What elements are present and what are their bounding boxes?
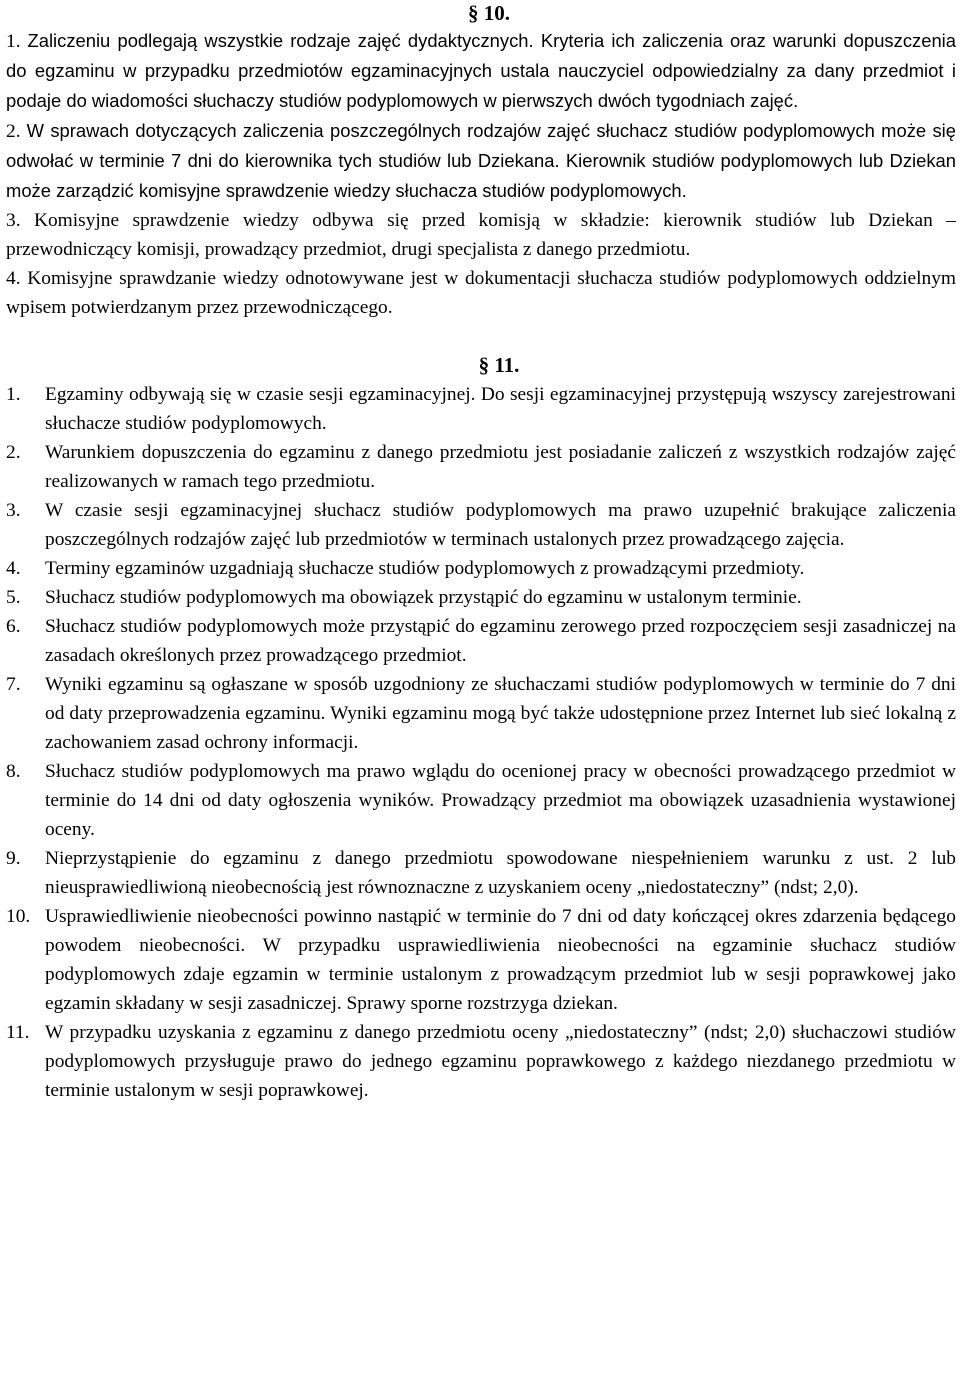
item-text: Słuchacz studiów podyplomowych ma prawo wglądu do ocenionej pracy w obecności prowadzącego przedmiot w terminie do 14 dni od daty ogłoszenia wyników. Prowadzący przedmiot ma obowiązek uzasadnienia wystawionej oceny. <box>45 761 956 840</box>
item-number: 5. <box>6 587 21 608</box>
section-11-item-1 <box>6 380 956 438</box>
section-10-item-4 <box>6 264 956 322</box>
item-text: Wyniki egzaminu są ogłaszane w sposób uzgodniony ze słuchaczami studiów podyplomowych w terminie do 7 dni od daty przeprowadzenia egzaminu. Wyniki egzaminu mogą być także udostępnione przez Internet lub sieć lokalną z zachowaniem zasad ochrony informacji. <box>45 674 956 753</box>
section-11-item-4 <box>6 554 956 583</box>
item-number: 4. <box>6 558 21 579</box>
section-11-item-5 <box>6 583 956 612</box>
section-11-item-8 <box>6 757 956 844</box>
item-text: Komisyjne sprawdzenie wiedzy odbywa się przed komisją w składzie: kierownik studiów lub Dziekan – przewodniczący komisji, prowadzący przedmiot, drugi specjalista z danego przedmiotu. <box>6 210 956 260</box>
section-11-item-2 <box>6 438 956 496</box>
item-text: Nieprzystąpienie do egzaminu z danego przedmiotu spowodowane niespełnieniem warunku z ust. 2 lub nieusprawiedliwioną nieobecnością jest równoznaczne z uzyskaniem oceny „niedostateczny” (ndst; 2,0). <box>45 848 956 898</box>
section-10-body <box>6 26 956 322</box>
item-number: 8. <box>6 761 21 782</box>
item-number: 7. <box>6 674 21 695</box>
item-number: 9. <box>6 848 21 869</box>
item-text: Terminy egzaminów uzgadniają słuchacze studiów podyplomowych z prowadzącymi przedmioty. <box>45 558 805 579</box>
section-11-item-7 <box>6 670 956 757</box>
item-number: 4. <box>6 268 21 289</box>
section-10-title: § 10. <box>468 1 510 25</box>
item-number: 2. <box>6 121 21 142</box>
section-11-item-9 <box>6 844 956 902</box>
document-page <box>6 0 956 1105</box>
item-number: 10. <box>6 906 31 927</box>
section-11-item-6 <box>6 612 956 670</box>
item-number: 2. <box>6 442 21 463</box>
item-text: Usprawiedliwienie nieobecności powinno nastąpić w terminie do 7 dni od daty kończącej okres zdarzenia będącego powodem nieobecności. W przypadku usprawiedliwienia nieobecności na egzaminie słuchacz studiów podyplomowych zdaje egzamin w terminie ustalonym z prowadzącym przedmiot lub w sesji poprawkowej jako egzamin składany w sesji zasadniczej. Sprawy sporne rozstrzyga dziekan. <box>45 906 956 1014</box>
section-11-item-3 <box>6 496 956 554</box>
item-text: Słuchacz studiów podyplomowych ma obowiązek przystąpić do egzaminu w ustalonym terminie. <box>45 587 802 608</box>
section-10-item-2 <box>6 116 956 206</box>
section-11-item-10 <box>6 902 956 1018</box>
item-text: W czasie sesji egzaminacyjnej słuchacz studiów podyplomowych ma prawo uzupełnić brakujące zaliczenia poszczególnych rodzajów zajęć lub przedmiotów w terminach ustalonych przez prowadzącego zajęcia. <box>45 500 956 550</box>
item-number: 1. <box>6 384 21 405</box>
item-text: W sprawach dotyczących zaliczenia poszczególnych rodzajów zajęć słuchacz studiów podyplomowych może się odwołać w terminie 7 dni do kierownika tych studiów lub Dziekana. Kierownik studiów podyplomowych lub Dziekan może zarządzić komisyjne sprawdzenie wiedzy słuchacza studiów podyplomowych. <box>6 120 956 201</box>
item-text: Zaliczeniu podlegają wszystkie rodzaje zajęć dydaktycznych. Kryteria ich zaliczenia oraz warunki dopuszczenia do egzaminu w przypadku przedmiotów egzaminacyjnych ustala nauczyciel odpowiedzialny za dany przedmiot i podaje do wiadomości słuchaczy studiów podyplomowych w pierwszych dwóch tygodniach zajęć. <box>6 30 956 111</box>
item-text: Słuchacz studiów podyplomowych może przystąpić do egzaminu zerowego przed rozpoczęciem sesji zasadniczej na zasadach określonych przez prowadzącego przedmiot. <box>45 616 956 666</box>
section-11-item-11 <box>6 1018 956 1105</box>
section-11-list <box>6 380 956 1105</box>
item-text: Komisyjne sprawdzanie wiedzy odnotowywane jest w dokumentacji słuchacza studiów podyplomowych oddzielnym wpisem potwierdzanym przez przewodniczącego. <box>6 268 956 318</box>
item-number: 3. <box>6 500 21 521</box>
item-text: Egzaminy odbywają się w czasie sesji egzaminacyjnej. Do sesji egzaminacyjnej przystępują wszyscy zarejestrowani słuchacze studiów podyplomowych. <box>45 384 956 434</box>
section-11-title: § 11. <box>478 353 520 377</box>
item-text: Warunkiem dopuszczenia do egzaminu z danego przedmiotu jest posiadanie zaliczeń z wszystkich rodzajów zajęć realizowanych w ramach tego przedmiotu. <box>45 442 956 492</box>
item-number: 6. <box>6 616 21 637</box>
item-number: 3. <box>6 210 21 231</box>
item-text: W przypadku uzyskania z egzaminu z danego przedmiotu oceny „niedostateczny” (ndst; 2,0) słuchaczowi studiów podyplomowych przysługuje prawo do jednego egzaminu poprawkowego z każdego niezdanego przedmiotu w terminie ustalonym w sesji poprawkowej. <box>45 1022 956 1101</box>
item-number: 11. <box>6 1022 30 1043</box>
section-10-item-3 <box>6 206 956 264</box>
item-number: 1. <box>6 31 21 52</box>
section-10-item-1 <box>6 26 956 116</box>
